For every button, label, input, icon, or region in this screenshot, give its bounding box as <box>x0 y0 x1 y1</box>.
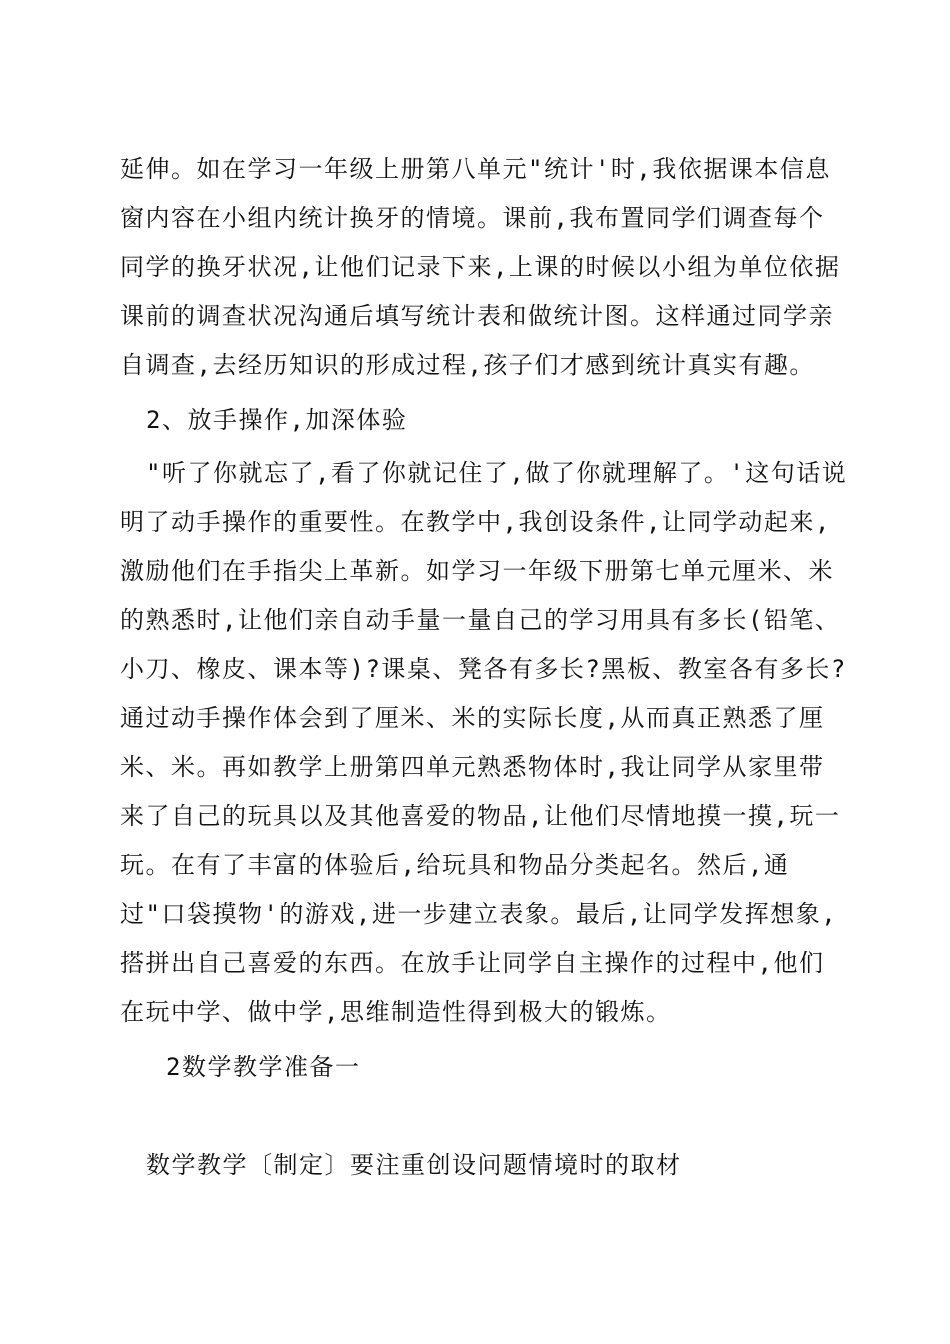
paragraph-line: 玩。在有了丰富的体验后,给玩具和物品分类起名。然后,通 <box>120 851 790 879</box>
paragraph-line: 搭拼出自己喜爱的东西。在放手让同学自主操作的过程中,他们 <box>120 949 825 977</box>
subtitle: 数学教学〔制定〕要注重创设问题情境时的取材 <box>146 1151 682 1179</box>
section-title: 2数学教学准备一 <box>166 1053 361 1081</box>
paragraph-line: 自调查,去经历知识的形成过程,孩子们才感到统计真实有趣。 <box>120 351 815 379</box>
paragraph-line: 米、米。再如教学上册第四单元熟悉物体时,我让同学从家里带 <box>120 753 825 781</box>
paragraph-line: 在玩中学、做中学,思维制造性得到极大的锻炼。 <box>120 998 672 1026</box>
paragraph-line: 过"口袋摸物'的游戏,进一步建立表象。最后,让同学发挥想象, <box>120 900 838 928</box>
section-heading: 2、放手操作,加深体验 <box>146 406 408 434</box>
paragraph-line: 延伸。如在学习一年级上册第八单元"统计'时,我依据课本信息 <box>120 155 831 183</box>
paragraph-line: 通过动手操作体会到了厘米、米的实际长度,从而真正熟悉了厘 <box>120 704 825 732</box>
paragraph-line: 窗内容在小组内统计换牙的情境。课前,我布置同学们调查每个 <box>120 204 825 232</box>
paragraph-line: 的熟悉时,让他们亲自动手量一量自己的学习用具有多长(铅笔、 <box>120 606 841 634</box>
paragraph-line: "听了你就忘了,看了你就记住了,做了你就理解了。'这句话说 <box>146 459 848 487</box>
paragraph-line: 课前的调查状况沟通后填写统计表和做统计图。这样通过同学亲 <box>120 302 834 330</box>
paragraph-line: 小刀、橡皮、课本等)?课桌、凳各有多长?黑板、教室各有多长? <box>120 655 847 683</box>
paragraph-line: 激励他们在手指尖上革新。如学习一年级下册第七单元厘米、米 <box>120 557 834 585</box>
paragraph-line: 明了动手操作的重要性。在教学中,我创设条件,让同学动起来, <box>120 508 831 536</box>
paragraph-line: 同学的换牙状况,让他们记录下来,上课的时候以小组为单位依据 <box>120 253 841 281</box>
paragraph-line: 来了自己的玩具以及其他喜爱的物品,让他们尽情地摸一摸,玩一 <box>120 802 841 830</box>
